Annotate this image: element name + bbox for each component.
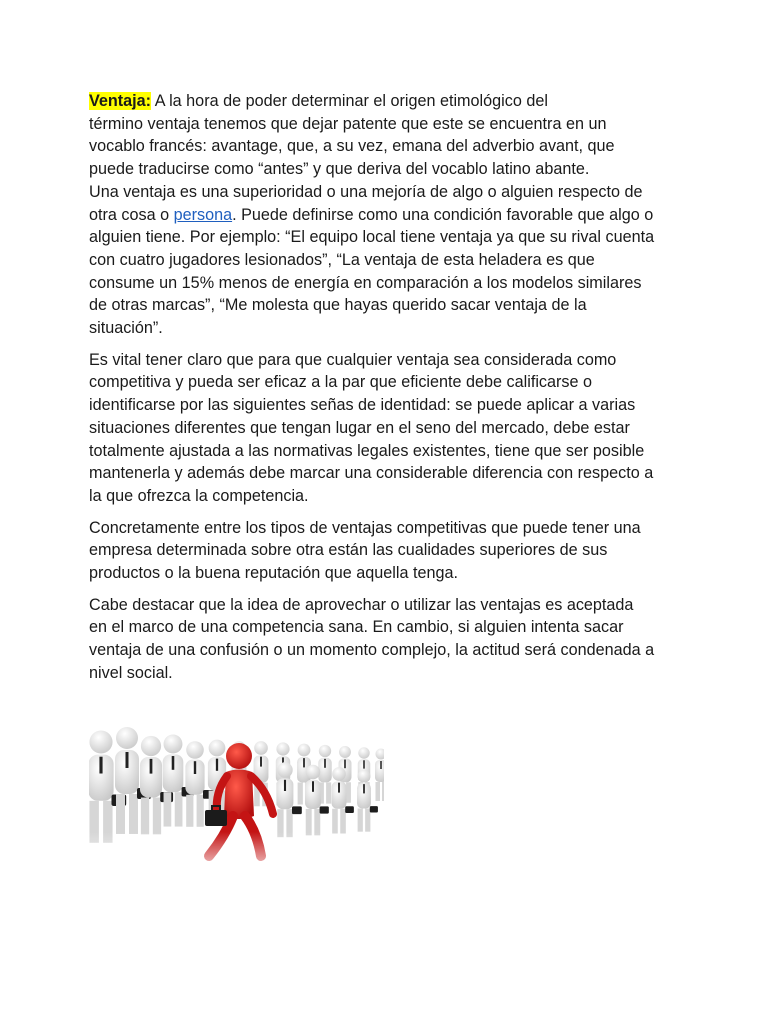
paragraph-fair-competition [89, 594, 719, 685]
text-line: Concretamente entre los tipos de ventajas competitivas que puede tener una [89, 518, 641, 537]
text-line: situaciones diferentes que tengan lugar en el seno del mercado, debe estar [89, 418, 630, 437]
paragraph-ventaja-definition [89, 90, 719, 340]
text-line: Una ventaja es una superioridad o una mejoría de algo o alguien respecto de [89, 182, 643, 201]
text-line: otra cosa o [89, 205, 174, 224]
text-line: empresa determinada sobre otra están las cualidades superiores de sus [89, 541, 608, 560]
text-line: de otras marcas”, “Me molesta que hayas querido sacar ventaja de la [89, 296, 587, 315]
paragraph-competitive-advantage [89, 349, 719, 508]
text-line: puede traducirse como “antes” y que deriva del vocablo latino abante. [89, 160, 590, 179]
text-line: vocablo francés: avantage, que, a su vez, emana del adverbio avant, que [89, 137, 615, 156]
text-line: . Puede definirse como una condición favorable que algo o [232, 205, 654, 224]
business-people-crowd-red-leader-icon [89, 708, 384, 880]
text-line: consume un 15% menos de energía en comparación a los modelos similares [89, 273, 642, 292]
text-line: ventaja de una confusión o un momento complejo, la actitud será condenada a [89, 641, 655, 660]
text-line: identificarse por las siguientes señas de identidad: se puede aplicar a varias [89, 396, 636, 415]
text-line: competitiva y pueda ser eficaz a la par que eficiente debe calificarse o [89, 373, 592, 392]
text-line: nivel social. [89, 663, 173, 682]
text-line: Cabe destacar que la idea de aprovechar o utilizar las ventajas es aceptada [89, 595, 634, 614]
text-line: Es vital tener claro que para que cualquier ventaja sea considerada como [89, 350, 617, 369]
text-line: situación”. [89, 319, 163, 338]
text-line: mantenerla y además debe marcar una considerable diferencia con respecto a [89, 464, 654, 483]
document-body [89, 90, 719, 685]
paragraph-types-of-advantages [89, 517, 719, 585]
text-line: productos o la buena reputación que aquella tenga. [89, 564, 459, 583]
text-line: en el marco de una competencia sana. En cambio, si alguien intenta sacar [89, 618, 624, 637]
text-line: la que ofrezca la competencia. [89, 486, 309, 505]
text-line: A la hora de poder determinar el origen etimológico del [154, 92, 548, 110]
business-people-illustration [89, 708, 384, 880]
text-line: alguien tiene. Por ejemplo: “El equipo local tiene ventaja ya que su rival cuenta [89, 228, 655, 247]
text-line: con cuatro jugadores lesionados”, “La ventaja de esta heladera es que [89, 250, 595, 269]
text-line: totalmente ajustada a las normativas legales existentes, tiene que ser posible [89, 441, 645, 460]
highlighted-term: Ventaja: [89, 92, 152, 110]
illustration-fade [89, 708, 384, 880]
text-line: término ventaja tenemos que dejar patente que este se encuentra en un [89, 114, 607, 133]
persona-link[interactable]: persona [173, 205, 233, 224]
